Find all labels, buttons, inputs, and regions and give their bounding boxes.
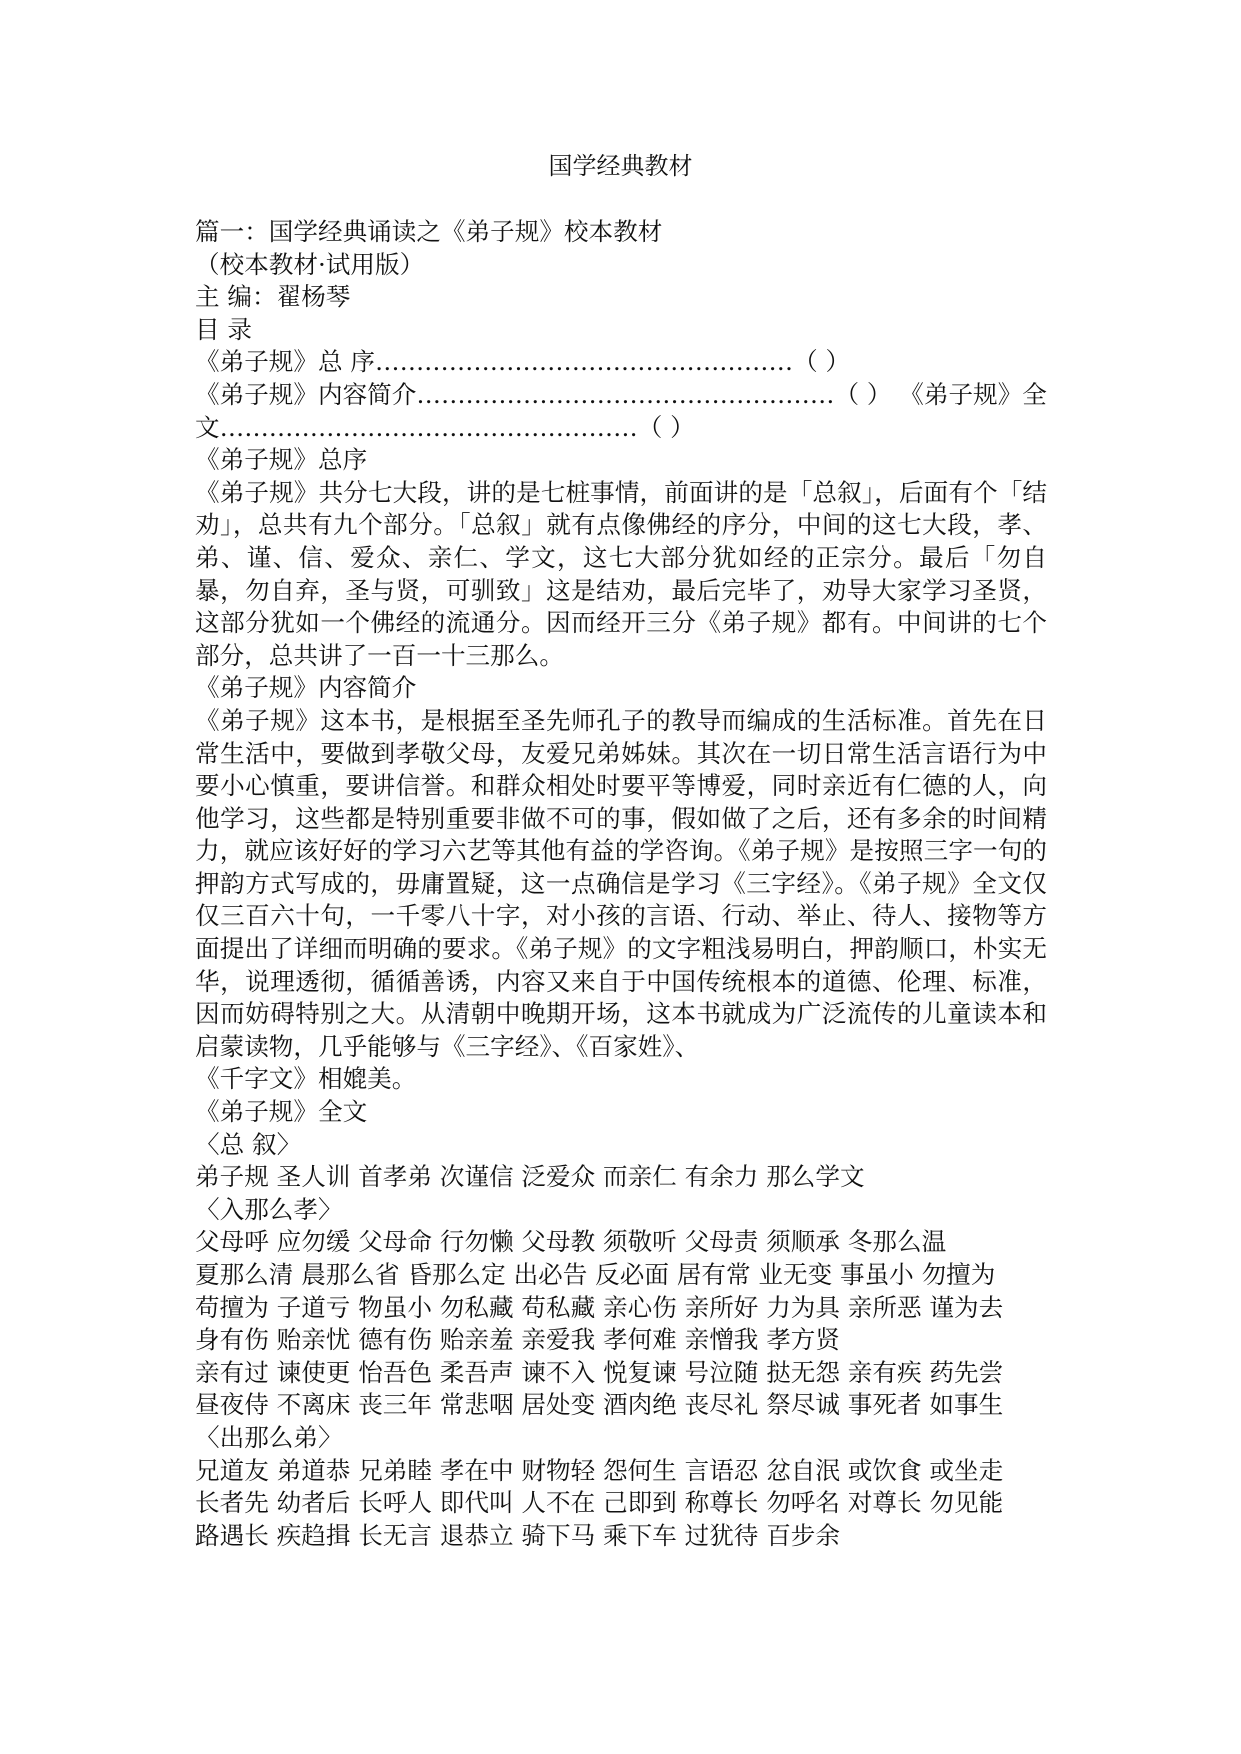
section-title: 〈出那么弟〉 <box>195 1422 343 1452</box>
verse-line: 长者先 幼者后 长呼人 即代叫 人不在 己即到 称尊长 勿呼名 对尊长 勿见能 <box>195 1488 1004 1518</box>
verse-line: 身有伤 贻亲忧 德有伤 贻亲羞 亲爱我 孝何难 亲憎我 孝方贤 <box>195 1325 840 1355</box>
summary-heading: 《弟子规》内容简介 <box>195 673 417 703</box>
document-title: 国学经典教材 <box>548 152 693 180</box>
verse-line: 昼夜侍 不离床 丧三年 常悲咽 居处变 酒肉绝 丧尽礼 祭尽诚 事死者 如事生 <box>195 1390 1004 1420</box>
summary-paragraph: 《弟子规》这本书，是根据至圣先师孔子的教导而编成的生活标准。首先在日常生活中，要做到孝敬父母，友爱兄弟姊妹。其次在一切日常生活言语行为中要小心慎重，要讲信誉。和群众相处时要平等博爱，同时亲近有仁德的人，向他学习，这些都是特别重要非做不可的事，假如做了之后，还有多余的时间精力，就应该好好的学习六艺等其他有益的学咨询。《弟子规》是按照三字一句的押韵方式写成的，毋庸置疑，这一点确信是学习《三字经》。《弟子规》全文仅仅三百六十句，一千零八十字，对小孩的言语、行动、举止、待人、接物等方面提出了详细而明确的要求。《弟子规》的文字粗浅易明白，押韵顺口，朴实无华，说理透彻，循循善诱，内容又来自于中国传统根本的道德、伦理、标准，因而妨碍特别之大。从清朝中晚期开场，这本书就成为广泛流传的儿童读本和启蒙读物，几乎能够与《三字经》、《百家姓》、 <box>195 705 1047 1061</box>
article-heading: 篇一：国学经典诵读之《弟子规》校本教材 <box>195 217 663 246</box>
fulltext-heading: 《弟子规》全文 <box>195 1097 368 1127</box>
toc-line: 《弟子规》内容简介……………………………………………（ ） 《弟子规》全 <box>195 379 1047 409</box>
summary-paragraph-tail: 《千字文》相媲美。 <box>195 1064 417 1094</box>
preface-paragraph: 《弟子规》共分七大段，讲的是七桩事情，前面讲的是「总叙」，后面有个「结劝」，总共有九个部分。「总叙」就有点像佛经的序分，中间的这七大段，孝、弟、谨、信、爱众、亲仁、学文，这七大部分犹如经的正宗分。最后「勿自暴，勿自弃，圣与贤，可驯致」这是结劝，最后完毕了，劝导大家学习圣贤，这部分犹如一个佛经的流通分。因而经开三分《弟子规》都有。中间讲的七个部分，总共讲了一百一十三那么。 <box>195 477 1047 670</box>
verse-line: 亲有过 谏使更 怡吾色 柔吾声 谏不入 悦复谏 号泣随 挞无怨 亲有疾 药先尝 <box>195 1357 1004 1387</box>
toc-line: 《弟子规》总 序……………………………………………（ ） <box>195 347 851 377</box>
editor-line: 主 编：翟杨琴 <box>195 282 351 312</box>
edition-note: （校本教材·试用版） <box>195 249 425 279</box>
section-title: 〈总 叙〉 <box>195 1129 302 1159</box>
verse-line: 夏那么清 晨那么省 昏那么定 出必告 反必面 居有常 业无变 事虽小 勿擅为 <box>195 1260 996 1289</box>
preface-heading: 《弟子规》总序 <box>195 445 368 475</box>
verse-line: 路遇长 疾趋揖 长无言 退恭立 骑下马 乘下车 过犹待 百步余 <box>195 1520 840 1550</box>
toc-line: 文……………………………………………（ ） <box>195 412 695 442</box>
toc-heading: 目 录 <box>195 314 253 344</box>
document-body <box>195 216 1047 1552</box>
section-title: 〈入那么孝〉 <box>195 1194 343 1224</box>
verse-line: 弟子规 圣人训 首孝弟 次谨信 泛爱众 而亲仁 有余力 那么学文 <box>195 1162 865 1192</box>
verse-line: 父母呼 应勿缓 父母命 行勿懒 父母教 须敬听 父母责 须顺承 冬那么温 <box>195 1227 947 1257</box>
verse-line: 兄道友 弟道恭 兄弟睦 孝在中 财物轻 怨何生 言语忍 忿自泯 或饮食 或坐走 <box>195 1455 1004 1485</box>
verse-line: 苟擅为 子道亏 物虽小 勿私藏 苟私藏 亲心伤 亲所好 力为具 亲所恶 谨为去 <box>195 1292 1004 1322</box>
